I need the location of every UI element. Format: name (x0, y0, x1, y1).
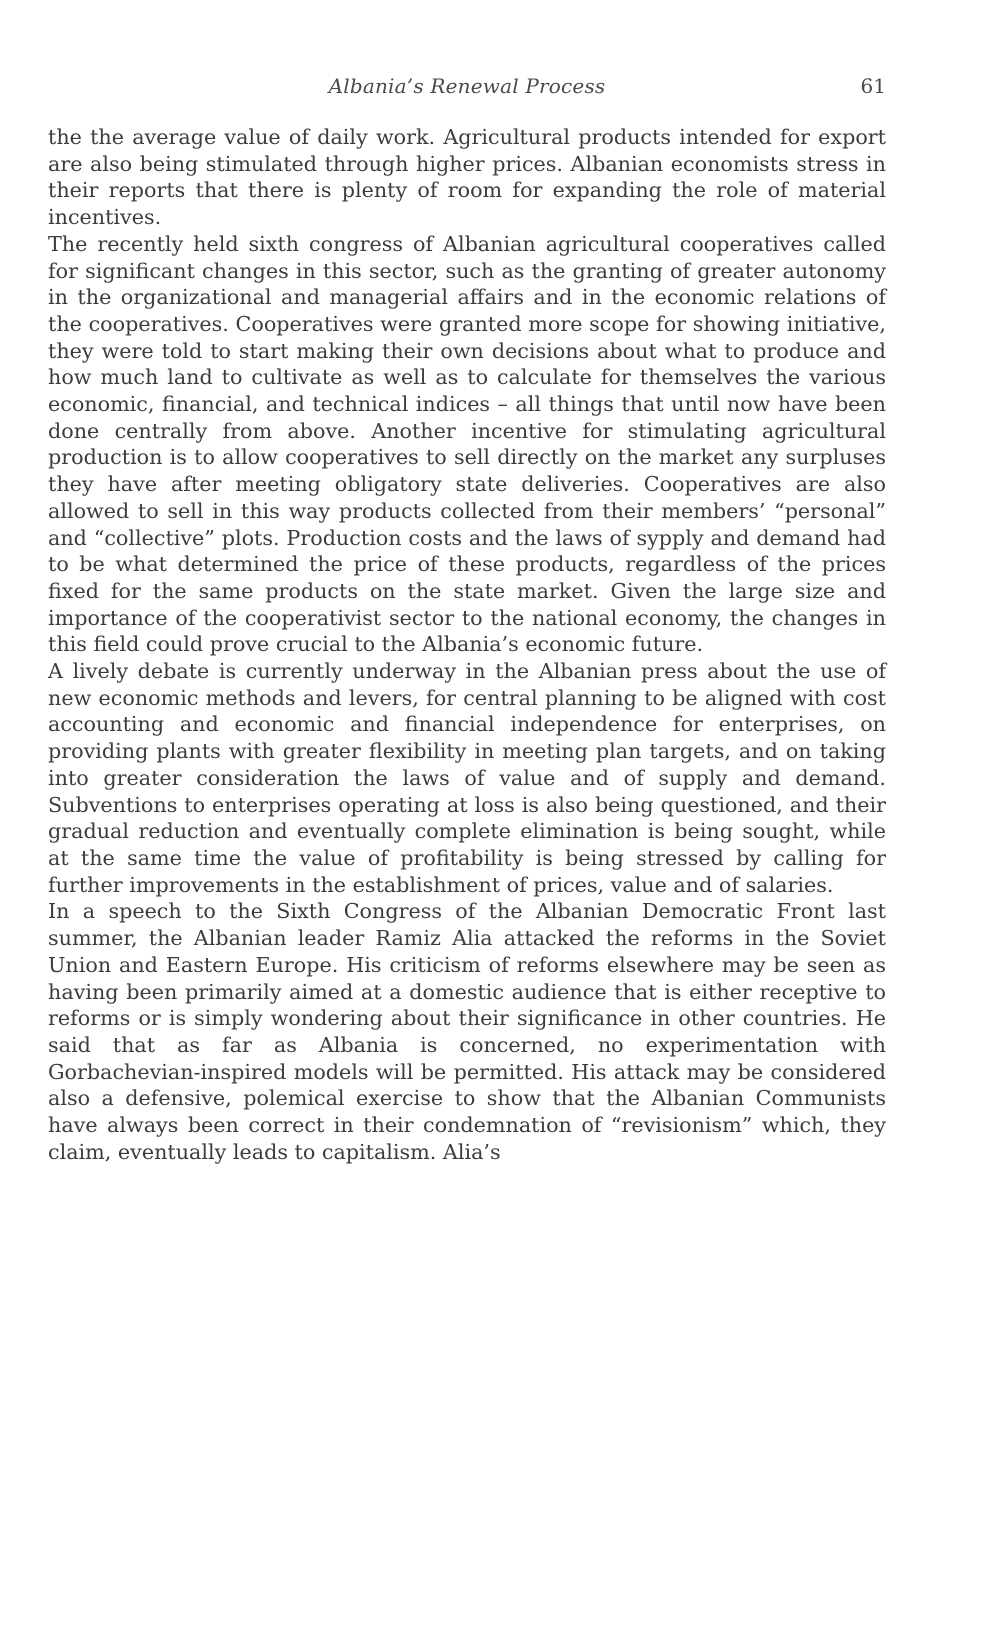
paragraph-2: The recently held sixth congress of Albanian agricultural cooperatives called for significant changes in this sector, such as the granting of greater autonomy in the organizational and managerial affairs and in the economic relations of the cooperatives. Cooperatives were granted more scope for showing initiative, they were told to start making their own decisions about what to produce and how much land to cultivate as well as to calculate for themselves the various economic, financial, and technical indices – all things that until now have been done centrally from above. Another incentive for stimulating agricultural production is to allow cooperatives to sell directly on the market any surpluses they have after meeting obligatory state deliveries. Cooperatives are also allowed to sell in this way products collected from their members’ “personal” and “collective” plots. Production costs and the laws of sypply and demand had to be what determined the price of these products, regardless of the prices fixed for the same products on the state market. Given the large size and importance of the cooperativist sector to the national economy, the changes in this field could prove crucial to the Albania’s economic future. (48, 231, 886, 657)
paragraph-1: the the average value of daily work. Agricultural products intended for export are also being stimulated through higher prices. Albanian economists stress in their reports that there is plenty of room for expanding the role of material incentives. (48, 125, 886, 230)
paragraph-4: In a speech to the Sixth Congress of the Albanian Democratic Front last summer, the Albanian leader Ramiz Alia attacked the reforms in the Soviet Union and Eastern Europe. His criticism of reforms elsewhere may be seen as having been primarily aimed at a domestic audience that is either receptive to reforms or is simply wondering about their significance in other countries. He said that as far as Albania is concerned, no experimentation with Gorbachevian-inspired models will be permitted. His attack may be considered also a defensive, polemical exercise to show that the Albanian Communists have always been correct in their condemnation of “revisionism” which, they claim, eventually leads to capitalism. Alia’s (48, 899, 886, 1164)
running-title: Albania’s Renewal Process (328, 74, 606, 98)
running-head (48, 74, 886, 104)
page-number: 61 (860, 74, 886, 98)
body-text (48, 124, 886, 1165)
paragraph-3: A lively debate is currently underway in the Albanian press about the use of new economic methods and levers, for central planning to be aligned with cost accounting and economic and financial independence for enterprises, on providing plants with greater flexibility in meeting plan targets, and on taking into greater consideration the laws of value and of supply and demand. Subventions to enterprises operating at loss is also being questioned, and their gradual reduction and eventually complete elimination is being sought, while at the same time the value of profitability is being stressed by calling for further improvements in the establishment of prices, value and of salaries. (48, 659, 886, 897)
